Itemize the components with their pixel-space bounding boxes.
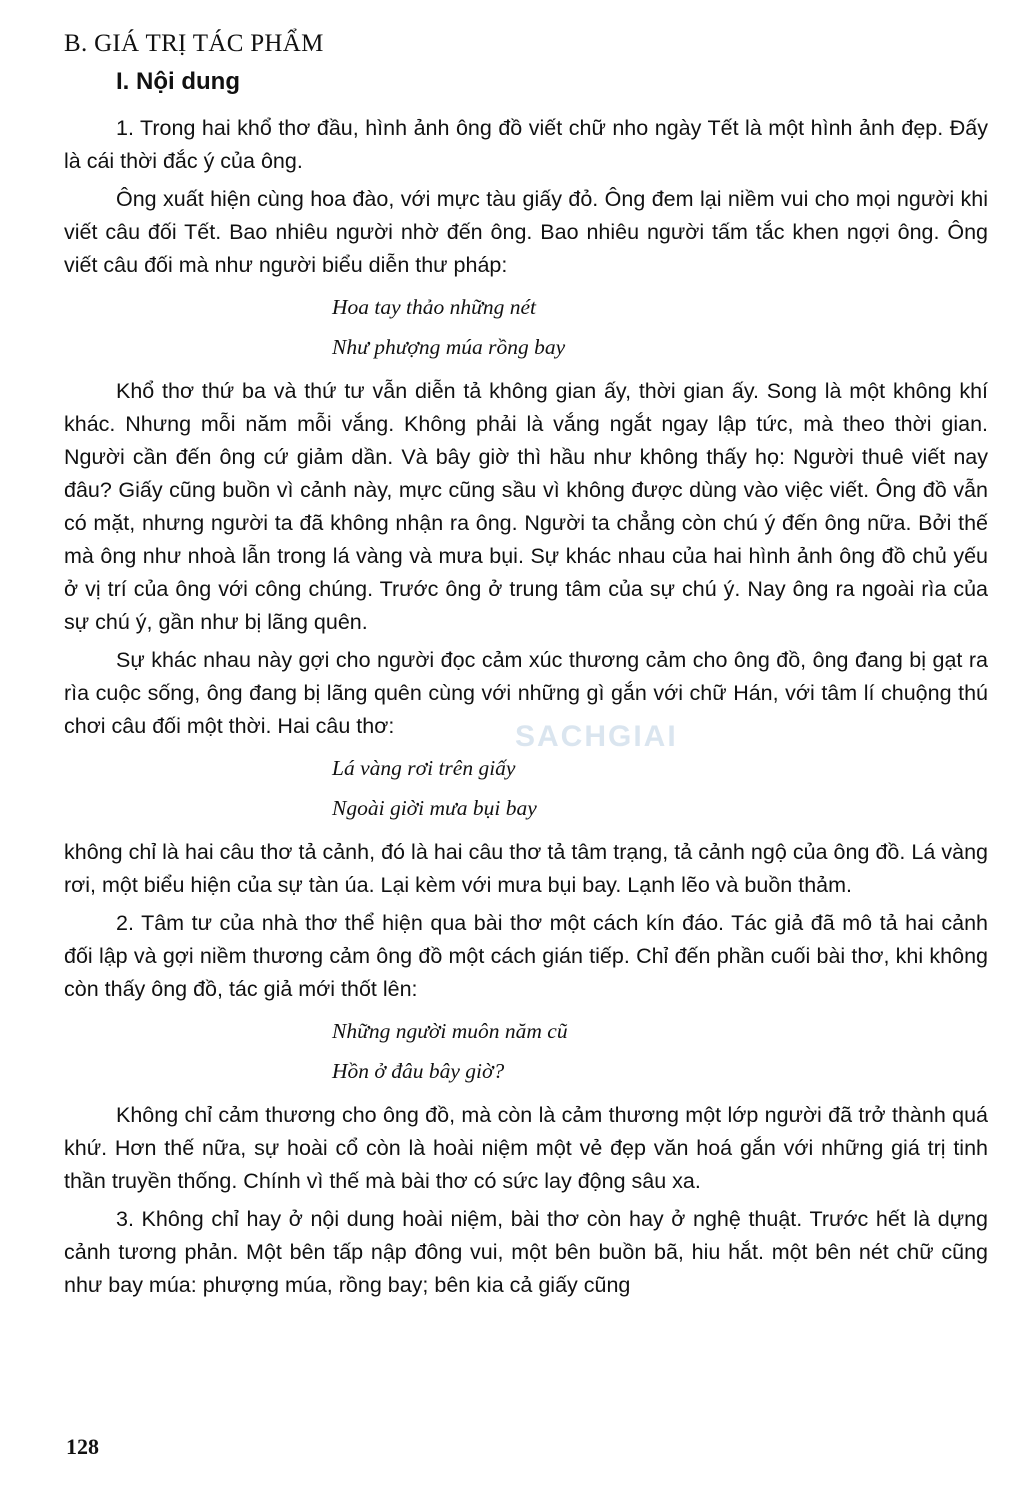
- paragraph-2: Ông xuất hiện cùng hoa đào, với mực tàu giấy đỏ. Ông đem lại niềm vui cho mọi người khi viết câu đối Tết. Bao nhiêu người nhờ đến ông. Bao nhiêu người tấm tắc khen ngợi ông. Ông viết câu đối mà như người biểu diễn thư pháp:: [64, 187, 988, 277]
- paragraph-3: Khổ thơ thứ ba và thứ tư vẫn diễn tả không gian ấy, thời gian ấy. Song là một không khí khác. Nhưng mỗi năm mỗi vắng. Không phải là vắng ngắt ngay lập tức, mà theo thời gian. Người cần đến ông cứ giảm dần. Và bây giờ thì hầu như không thấy họ: Người thuê viết nay đâu? Giấy cũng buồn vì cảnh này, mực cũng sầu vì không được dùng vào việc viết. Ông đồ vẫn có mặt, nhưng người ta đã không nhận ra ông. Người ta chẳng còn chú ý đến ông nữa. Bởi thế mà ông như nhoà lẫn trong lá vàng và mưa bụi. Sự khác nhau của hai hình ảnh ông đồ chủ yếu ở vị trí của ông với công chúng. Trước ông ở trung tâm của sự chú ý. Nay ông ra ngoài rìa của sự chú ý, gần như bị lãng quên.: [64, 379, 988, 634]
- paragraph-1: 1. Trong hai khổ thơ đầu, hình ảnh ông đồ viết chữ nho ngày Tết là một hình ảnh đẹp. Đấy là cái thời đắc ý của ông.: [64, 116, 988, 173]
- paragraph-7: Không chỉ cảm thương cho ông đồ, mà còn là cảm thương một lớp người đã trở thành quá khứ. Hơn thế nữa, sự hoài cổ còn là hoài niệm một vẻ đẹp văn hoá gắn với những giá trị tinh thần truyền thống. Chính vì thế mà bài thơ có sức lay động sâu xa.: [64, 1103, 988, 1193]
- verse-line: Hồn ở đâu bây giờ?: [332, 1059, 505, 1083]
- watermark: SACHGIAI: [515, 720, 678, 753]
- verse-group-2: [64, 748, 988, 828]
- subsection-title: I. Nội dung: [116, 68, 240, 95]
- verse-line: Ngoài giời mưa bụi bay: [332, 796, 537, 820]
- paragraph-4: Sự khác nhau này gợi cho người đọc cảm xúc thương cảm cho ông đồ, ông đang bị gạt ra rìa cuộc sống, ông đang bị lãng quên cùng với những gì gắn với chữ Hán, với tâm lí chuộng thú chơi câu đối một thời. Hai câu thơ:: [64, 648, 988, 738]
- section-title: B. GIÁ TRỊ TÁC PHẨM: [64, 30, 324, 57]
- verse-line: Như phượng múa rồng bay: [332, 335, 566, 359]
- document-page: [64, 26, 988, 1466]
- paragraph-6: 2. Tâm tư của nhà thơ thể hiện qua bài thơ một cách kín đáo. Tác giả đã mô tả hai cảnh đối lập và gợi niềm thương cảm ông đồ một cách gián tiếp. Chỉ đến phần cuối bài thơ, khi không còn thấy ông đồ, tác giả mới thốt lên:: [64, 911, 988, 1001]
- verse-line: Lá vàng rơi trên giấy: [332, 756, 516, 780]
- verse-group-3: [64, 1011, 988, 1091]
- paragraph-8: 3. Không chỉ hay ở nội dung hoài niệm, bài thơ còn hay ở nghệ thuật. Trước hết là dựng cảnh tương phản. Một bên tấp nập đông vui, một bên buồn bã, hiu hắt. một bên nét chữ cũng như bay múa: phượng múa, rồng bay; bên kia cả giấy cũng: [64, 1207, 988, 1297]
- verse-line: Những người muôn năm cũ: [332, 1019, 568, 1043]
- paragraph-5: không chỉ là hai câu thơ tả cảnh, đó là hai câu thơ tả tâm trạng, tả cảnh ngộ của ông đồ. Lá vàng rơi, một biểu hiện của sự tàn úa. Lại kèm với mưa bụi bay. Lạnh lẽo và buồn thảm.: [64, 840, 988, 897]
- verse-group-1: [64, 287, 988, 367]
- page-number: 128: [66, 1434, 99, 1459]
- verse-line: Hoa tay thảo những nét: [332, 295, 537, 319]
